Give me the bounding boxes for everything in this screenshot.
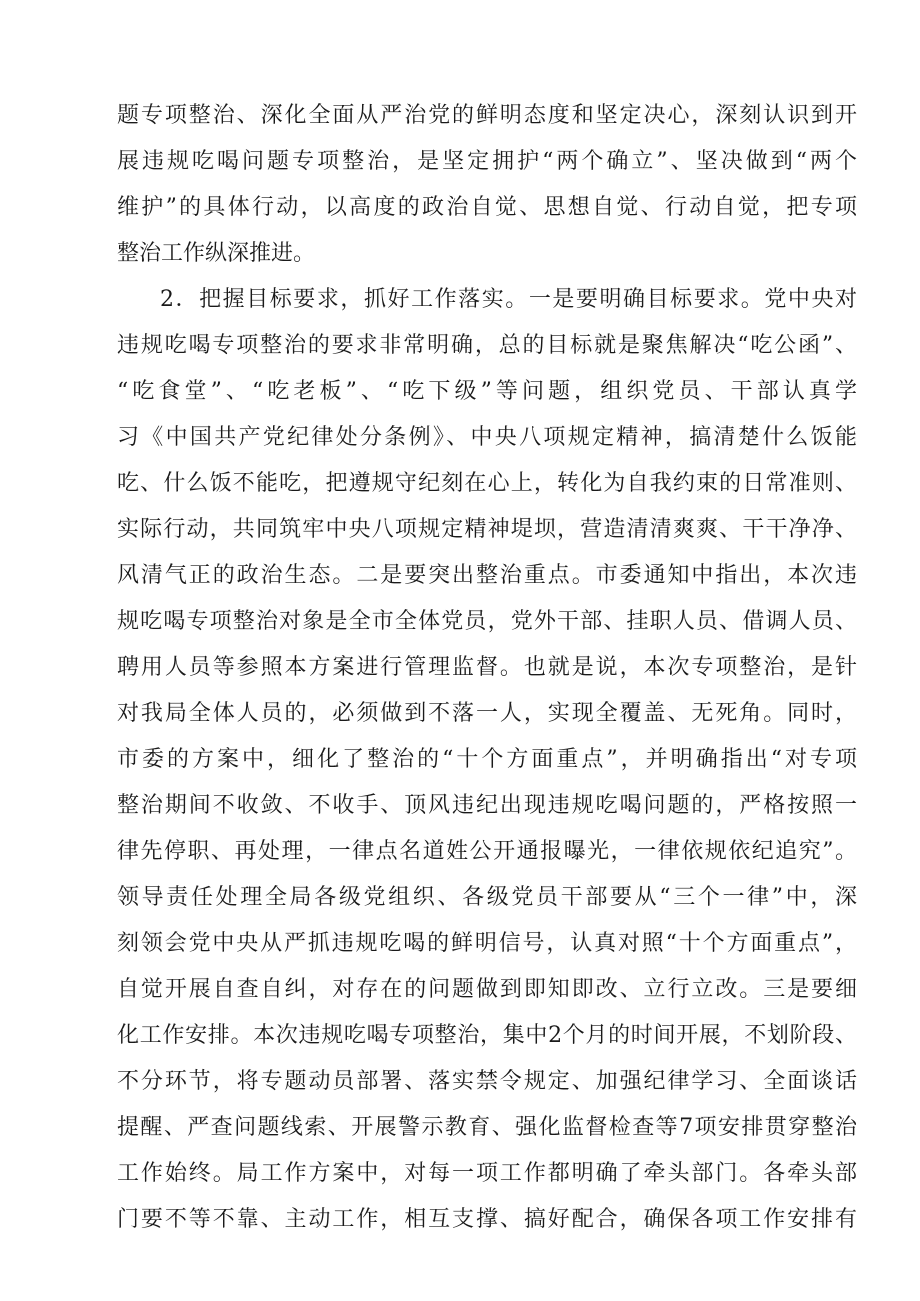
body-text-line: 整治工作纵深推进。 [117,241,316,266]
body-text-line: 整治期间不收敛、不收手、顶风违纪出现违规吃喝问题的，严格按照一 [117,793,857,818]
body-text-line: 工作始终。局工作方案中，对每一项工作都明确了牵头部门。各牵头部 [117,1161,857,1186]
body-text-line: 习《中国共产党纪律处分条例》、中央八项规定精神，搞清楚什么饭能 [117,425,857,450]
body-text-line: 对我局全体人员的，必须做到不落一人，实现全覆盖、无死角。同时， [117,701,857,726]
body-text-line: 门要不等不靠、主动工作，相互支撑、搞好配合，确保各项工作安排有 [117,1207,857,1232]
body-text-line: 提醒、严查问题线索、开展警示教育、强化监督检查等7项安排贯穿整治 [117,1115,857,1140]
body-text-line: 市委的方案中，细化了整治的“十个方面重点”，并明确指出“对专项 [117,747,857,772]
body-text-line: 刻领会党中央从严抓违规吃喝的鲜明信号，认真对照“十个方面重点”， [117,931,857,956]
body-text-line: 违规吃喝专项整治的要求非常明确，总的目标就是聚焦解决“吃公函”、 [117,333,857,358]
body-text-line: 律先停职、再处理，一律点名道姓公开通报曝光，一律依规依纪追究”。 [117,839,857,864]
body-text-line: 展违规吃喝问题专项整治，是坚定拥护“两个确立”、坚决做到“两个 [117,149,857,174]
body-text-line: 不分环节，将专题动员部署、落实禁令规定、加强纪律学习、全面谈话 [117,1069,857,1094]
body-text-line: “吃食堂”、“吃老板”、“吃下级”等问题，组织党员、干部认真学 [117,379,857,404]
body-text-line: 实际行动，共同筑牢中央八项规定精神堤坝，营造清清爽爽、干干净净、 [117,517,857,542]
body-text-line: 规吃喝专项整治对象是全市全体党员，党外干部、挂职人员、借调人员、 [117,609,857,634]
body-text-line: 吃、什么饭不能吃，把遵规守纪刻在心上，转化为自我约束的日常准则、 [117,471,857,496]
body-text-line: 题专项整治、深化全面从严治党的鲜明态度和坚定决心，深刻认识到开 [117,103,857,128]
body-text-line: 领导责任处理全局各级党组织、各级党员干部要从“三个一律”中，深 [117,885,857,910]
body-text-line: 化工作安排。本次违规吃喝专项整治，集中2个月的时间开展，不划阶段、 [117,1023,857,1048]
body-text-line: 自觉开展自查自纠，对存在的问题做到即知即改、立行立改。三是要细 [117,977,857,1002]
paragraph-heading-line: 2．把握目标要求，抓好工作落实。一是要明确目标要求。党中央对 [160,287,857,312]
body-text-line: 风清气正的政治生态。二是要突出整治重点。市委通知中指出，本次违 [117,563,857,588]
body-text-line: 维护”的具体行动，以高度的政治自觉、思想自觉、行动自觉，把专项 [117,195,857,220]
body-text-line: 聘用人员等参照本方案进行管理监督。也就是说，本次专项整治，是针 [117,655,857,680]
